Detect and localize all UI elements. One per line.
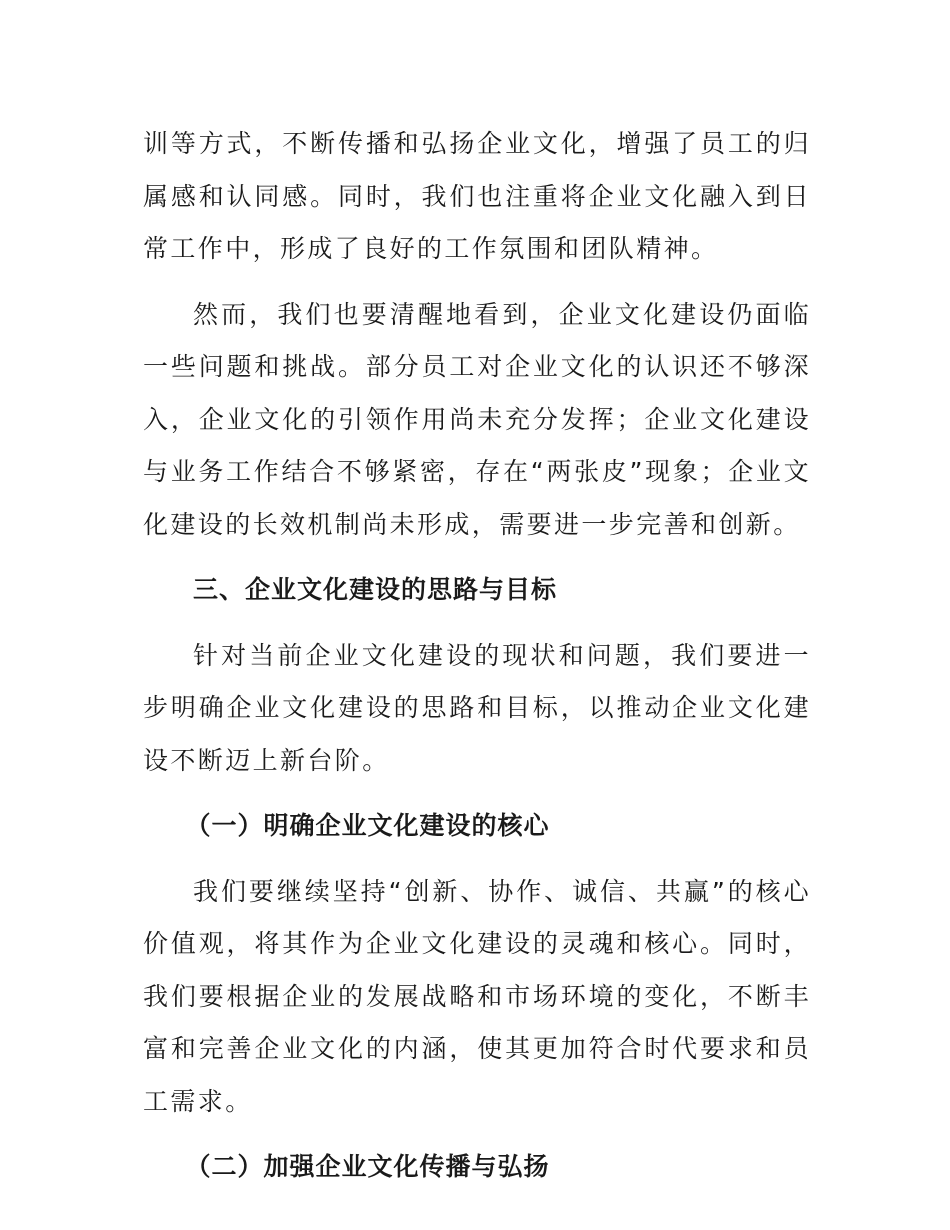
paragraph-challenges: 然而，我们也要清醒地看到，企业文化建设仍面临一些问题和挑战。部分员工对企业文化的认识还不够深入，企业文化的引领作用尚未充分发挥；企业文化建设与业务工作结合不够紧密，存在“两张皮”现象；企业文化建设的长效机制尚未形成，需要进一步完善和创新。	[143, 299, 811, 539]
document-body	[143, 118, 811, 1207]
section-heading-3: 三、企业文化建设的思路与目标	[193, 575, 558, 604]
paragraph-section-intro: 针对当前企业文化建设的现状和问题，我们要进一步明确企业文化建设的思路和目标，以推动企业文化建设不断迈上新台阶。	[143, 640, 811, 775]
paragraph-core-values: 我们要继续坚持“创新、协作、诚信、共赢”的核心价值观，将其作为企业文化建设的灵魂和核心。同时，我们要根据企业的发展战略和市场环境的变化，不断丰富和完善企业文化的内涵，使其更加符合时代要求和员工需求。	[143, 876, 811, 1116]
subsection-heading-1: （一）明确企业文化建设的核心	[185, 811, 550, 840]
subsection-heading-2: （二）加强企业文化传播与弘扬	[185, 1152, 550, 1181]
paragraph-continuation: 训等方式，不断传播和弘扬企业文化，增强了员工的归属感和认同感。同时，我们也注重将企业文化融入到日常工作中，形成了良好的工作氛围和团队精神。	[143, 129, 811, 263]
